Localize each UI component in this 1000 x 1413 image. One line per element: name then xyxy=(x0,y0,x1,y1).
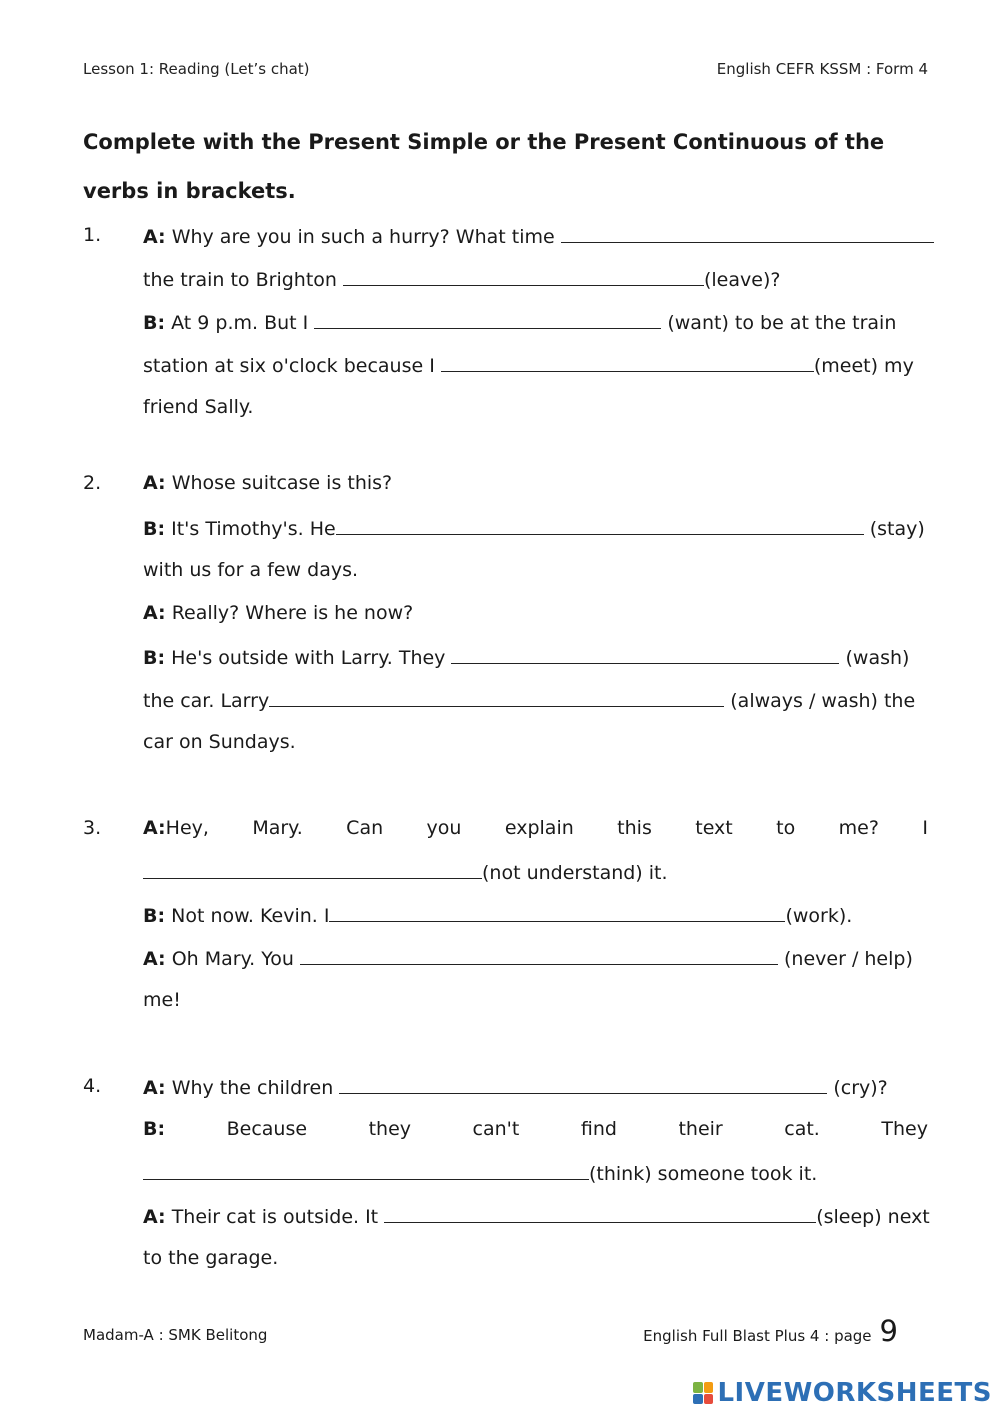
answer-blank-3a[interactable] xyxy=(143,856,482,879)
verb-hint: (always / wash) the xyxy=(724,690,916,712)
q2-text: Whose suitcase is this? xyxy=(165,472,393,494)
q4-line-2 xyxy=(143,1114,928,1144)
q4-text: Why the children xyxy=(165,1077,340,1099)
answer-blank-1b[interactable] xyxy=(343,263,704,286)
speaker-label: A: xyxy=(143,1206,166,1228)
q2-line-5 xyxy=(143,641,928,671)
verb-hint: (work). xyxy=(785,905,853,927)
answer-blank-2b[interactable] xyxy=(451,641,839,664)
q2-line-1 xyxy=(143,468,928,498)
q3-word: Can xyxy=(346,817,384,839)
q2-line-3: with us for a few days. xyxy=(143,559,359,581)
header-lesson: Lesson 1: Reading (Let’s chat) xyxy=(83,60,310,78)
q4-line-4 xyxy=(143,1200,928,1230)
answer-blank-4c[interactable] xyxy=(384,1200,816,1223)
page-number: 9 xyxy=(879,1314,898,1348)
answer-blank-4a[interactable] xyxy=(339,1071,827,1094)
q1-text: station at six o'clock because I xyxy=(143,355,441,377)
footer-author: Madam-A : SMK Belitong xyxy=(83,1326,268,1344)
verb-hint: (think) someone took it. xyxy=(589,1163,818,1185)
q3-line-3 xyxy=(143,899,928,929)
answer-blank-1c[interactable] xyxy=(314,306,661,329)
answer-blank-2a[interactable] xyxy=(336,512,864,535)
q1-text: At 9 p.m. But I xyxy=(165,312,315,334)
q2-line-7: car on Sundays. xyxy=(143,731,296,753)
header-course: English CEFR KSSM : Form 4 xyxy=(716,60,928,78)
footer-book: English Full Blast Plus 4 : page xyxy=(643,1327,872,1345)
question-number-1: 1. xyxy=(83,224,102,246)
speaker-label: A: xyxy=(143,602,166,624)
question-number-3: 3. xyxy=(83,817,102,839)
q3-word: explain xyxy=(504,817,574,839)
question-number-2: 2. xyxy=(83,472,102,494)
q4-word: can't xyxy=(472,1118,520,1140)
q3-word: I xyxy=(922,817,928,839)
q3-word: to xyxy=(776,817,796,839)
q2-line-4 xyxy=(143,598,928,628)
q1-line-4 xyxy=(143,349,928,379)
q2-line-6 xyxy=(143,684,928,714)
verb-hint: (leave)? xyxy=(703,269,781,291)
verb-hint: (cry)? xyxy=(827,1077,888,1099)
speaker-label: B: xyxy=(143,905,166,927)
instruction-heading: Complete with the Present Simple or the Present Continuous of the verbs in brackets. xyxy=(83,130,885,203)
answer-blank-3c[interactable] xyxy=(300,942,778,965)
q2-text: It's Timothy's. He xyxy=(165,518,336,540)
logo-mark-icon xyxy=(693,1382,713,1404)
q3-line-4 xyxy=(143,942,928,972)
q3-word: me? xyxy=(838,817,879,839)
speaker-label: B: xyxy=(143,312,166,334)
q4-word: Because xyxy=(226,1118,308,1140)
brand-name: LIVEWORKSHEETS xyxy=(717,1378,992,1408)
q3-line-2 xyxy=(143,856,928,886)
speaker-label: B: xyxy=(143,518,166,540)
q3-word: this xyxy=(617,817,652,839)
answer-blank-1a[interactable] xyxy=(561,220,934,243)
q4-word: their xyxy=(678,1118,723,1140)
verb-hint: (want) to be at the train xyxy=(661,312,897,334)
answer-blank-1d[interactable] xyxy=(441,349,814,372)
liveworksheets-logo[interactable] xyxy=(693,1378,992,1408)
verb-hint: (stay) xyxy=(863,518,925,540)
q4-line-1 xyxy=(143,1071,928,1101)
footer-page-info xyxy=(643,1314,898,1348)
q1-text: Why are you in such a hurry? What time xyxy=(165,226,561,248)
speaker-label: B: xyxy=(143,1118,166,1140)
speaker-label: A: xyxy=(143,226,166,248)
speaker-label: A: xyxy=(143,1077,166,1099)
verb-hint: (sleep) next xyxy=(816,1206,930,1228)
q4-text: Their cat is outside. It xyxy=(165,1206,385,1228)
verb-hint: (not understand) it. xyxy=(482,862,668,884)
verb-hint: (meet) my xyxy=(813,355,914,377)
q1-line-5: friend Sally. xyxy=(143,396,254,418)
q2-text: He's outside with Larry. They xyxy=(165,647,452,669)
answer-blank-4b[interactable] xyxy=(143,1157,589,1180)
q2-line-2 xyxy=(143,512,928,542)
q1-line-2 xyxy=(143,263,928,293)
q3-line-1 xyxy=(143,813,928,843)
q3-word: you xyxy=(426,817,462,839)
question-number-4: 4. xyxy=(83,1075,102,1097)
q1-line-3 xyxy=(143,306,928,336)
q1-line-1 xyxy=(143,220,928,250)
q4-word: They xyxy=(881,1118,928,1140)
q3-line-5: me! xyxy=(143,989,181,1011)
q4-word: find xyxy=(580,1118,617,1140)
verb-hint: (never / help) xyxy=(777,948,913,970)
answer-blank-3b[interactable] xyxy=(329,899,785,922)
speaker-label: A: xyxy=(143,472,166,494)
q3-text: Not now. Kevin. I xyxy=(165,905,330,927)
q3-word: text xyxy=(695,817,733,839)
q4-line-3 xyxy=(143,1157,928,1187)
speaker-label: A: xyxy=(143,948,166,970)
q3-text: Oh Mary. You xyxy=(165,948,300,970)
q2-text: Really? Where is he now? xyxy=(165,602,414,624)
q3-word: A:Hey, xyxy=(143,817,209,839)
speaker-label: B: xyxy=(143,647,166,669)
answer-blank-2c[interactable] xyxy=(269,684,724,707)
q3-word: Mary. xyxy=(252,817,303,839)
verb-hint: (wash) xyxy=(839,647,910,669)
q4-word: they xyxy=(368,1118,412,1140)
q2-text: the car. Larry xyxy=(143,690,270,712)
q1-text: the train to Brighton xyxy=(143,269,343,291)
q4-line-5: to the garage. xyxy=(143,1247,279,1269)
q4-word: cat. xyxy=(784,1118,820,1140)
